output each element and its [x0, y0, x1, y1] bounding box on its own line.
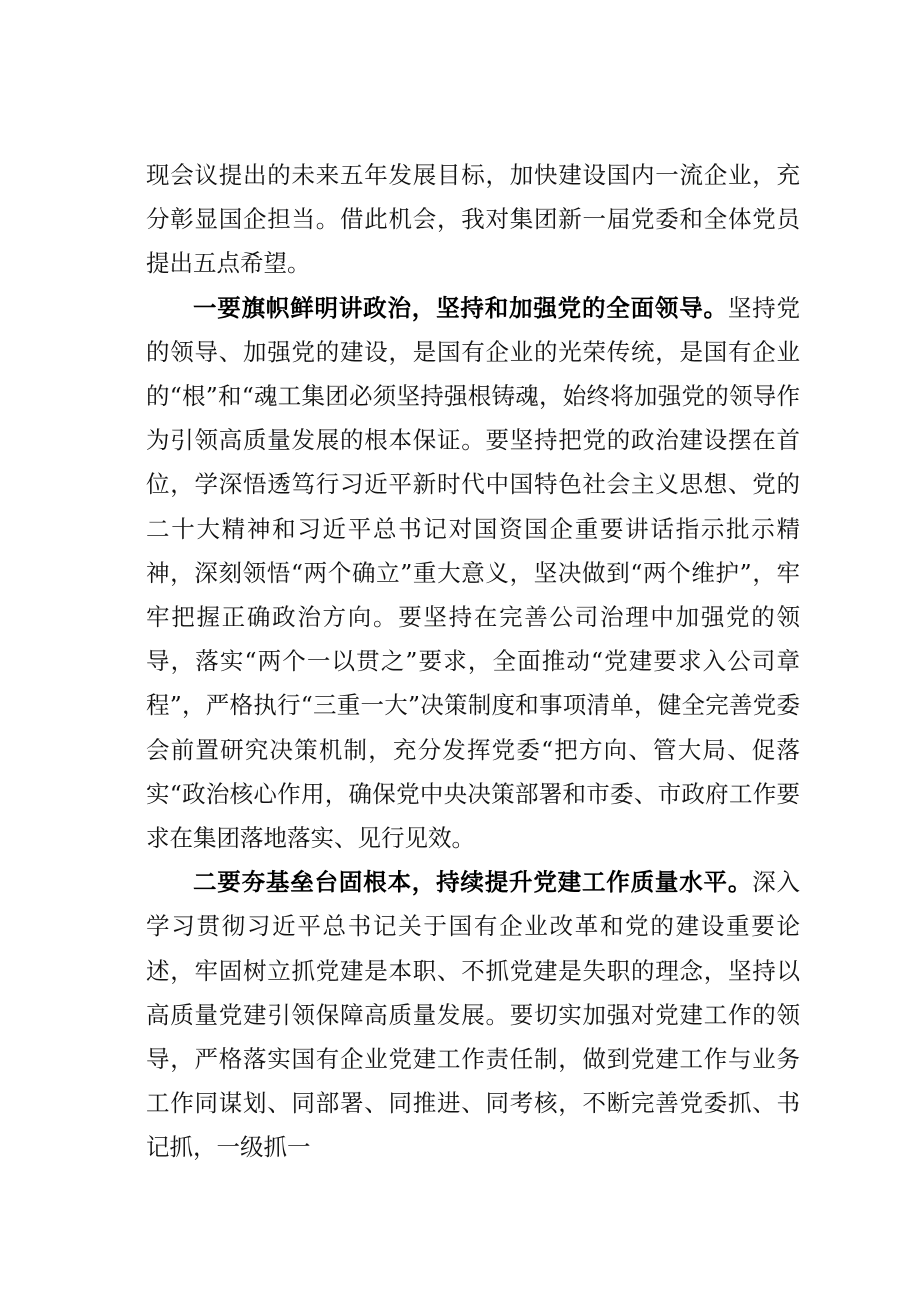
paragraph-point-one-heading: 一要旗帜鲜明讲政治，坚持和加强党的全面领导。	[193, 293, 728, 322]
paragraph-point-one-text: 坚持党的领导、加强党的建设，是国有企业的光荣传统，是国有企业的“根”和“魂工集团必须坚持强根铸魂，始终将加强党的领导作为引领高质量发展的根本保证。要坚持把党的政治建设摆在首位，学深悟透笃行习近平新时代中国特色社会主义思想、党的二十大精神和习近平总书记对国资国企重要讲话指示批示精神，深刻领悟“两个确立”重大意义，坚决做到“两个维护”，牢牢把握正确政治方向。要坚持在完善公司治理中加强党的领导，落实“两个一以贯之”要求，全面推动“党建要求入公司章程”，严格执行“三重一大”决策制度和事项清单，健全完善党委会前置研究决策机制，充分发挥党委“把方向、管大局、促落实“政治核心作用，确保党中央决策部署和市委、市政府工作要求在集团落地落实、见行见效。	[146, 293, 800, 853]
paragraph-point-two-heading: 二要夯基垒台固根本，持续提升党建工作质量水平。	[193, 868, 753, 897]
paragraph-point-two	[146, 860, 800, 1169]
paragraph-point-one	[146, 286, 800, 861]
paragraph-intro	[146, 153, 800, 286]
paragraph-point-two-text: 深入学习贯彻习近平总书记关于国有企业改革和党的建设重要论述，牢固树立抓党建是本职、不抓党建是失职的理念，坚持以高质量党建引领保障高质量发展。要切实加强对党建工作的领导，严格落实国有企业党建工作责任制，做到党建工作与业务工作同谋划、同部署、同推进、同考核，不断完善党委抓、书记抓，一级抓一	[146, 868, 800, 1162]
document-body	[146, 153, 800, 1170]
paragraph-intro-text: 现会议提出的未来五年发展目标，加快建设国内一流企业，充分彰显国企担当。借此机会，我对集团新一届党委和全体党员提出五点希望。	[146, 161, 800, 278]
